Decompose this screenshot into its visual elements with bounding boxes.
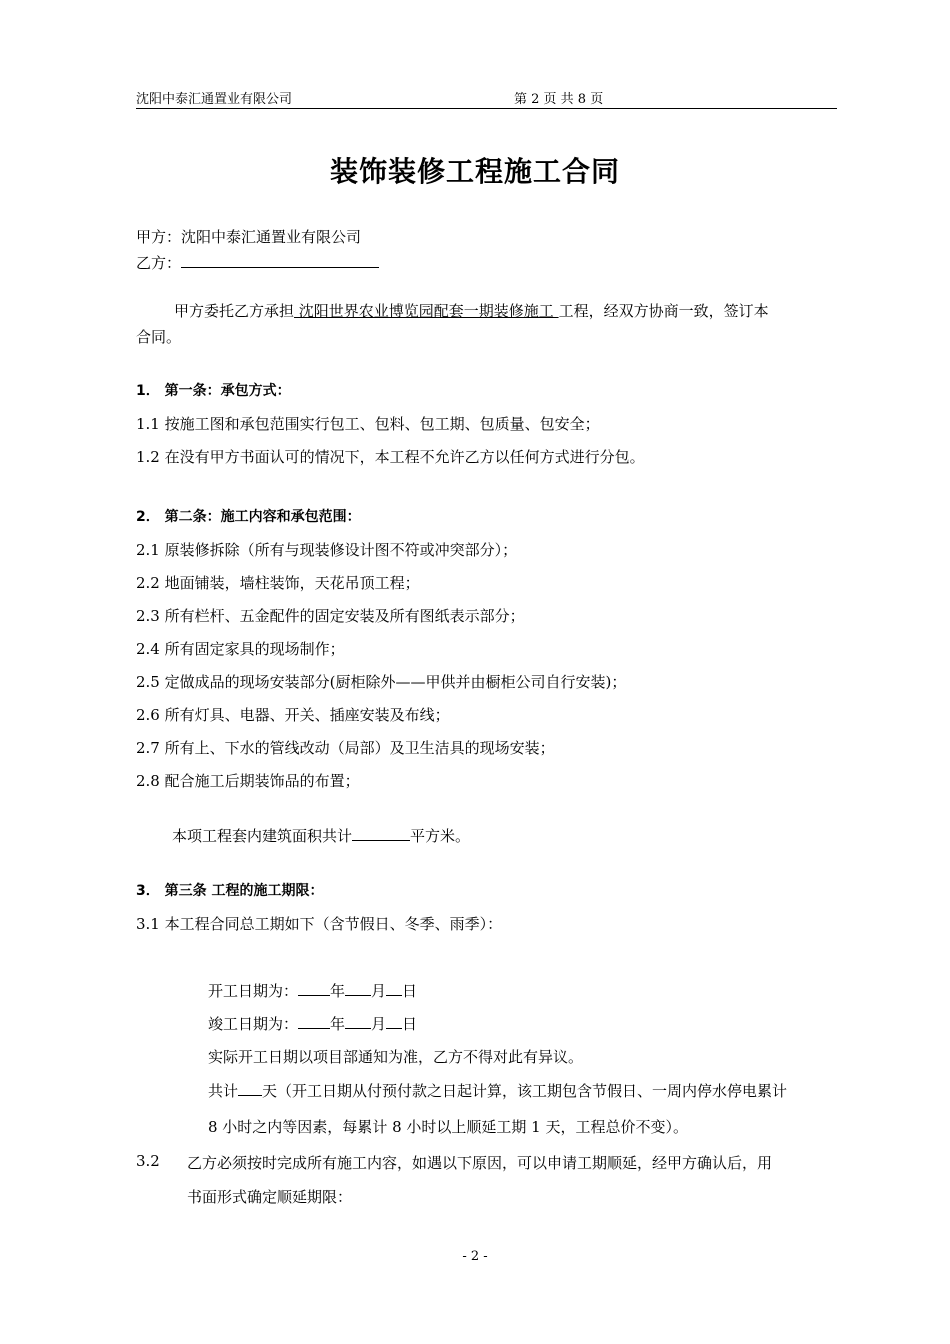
party-b-blank — [181, 252, 379, 268]
intro-project: 沈阳世界农业博览园配套一期装修施工 — [294, 302, 559, 320]
header-page-info: 第 2 页 共 8 页 — [514, 92, 604, 107]
header-company: 沈阳中泰汇通置业有限公司 — [136, 92, 293, 107]
section2-item: 2.3 所有栏杆、五金配件的固定安装及所有图纸表示部分； — [136, 607, 525, 625]
section3-heading: 3． 第三条 工程的施工期限： — [136, 883, 324, 899]
finish-year-blank — [298, 1013, 330, 1029]
start-year-blank — [298, 980, 330, 996]
total-prefix: 共计 — [208, 1082, 239, 1100]
total-duration-line — [208, 1080, 787, 1101]
section3-item-3-2-continuation: 书面形式确定顺延期限： — [187, 1188, 353, 1206]
section1-item: 1.2 在没有甲方书面认可的情况下，本工程不允许乙方以任何方式进行分包。 — [136, 448, 645, 466]
section1-item: 1.1 按施工图和承包范围实行包工、包料、包工期、包质量、包安全； — [136, 415, 600, 433]
intro-paragraph — [174, 300, 769, 321]
party-a: 甲方：沈阳中泰汇通置业有限公司 — [136, 228, 362, 246]
day-label: 日 — [402, 1015, 418, 1033]
party-b-label: 乙方： — [136, 254, 182, 272]
section3-item-3-2-number: 3.2 — [136, 1152, 160, 1170]
start-date-label: 开工日期为： — [208, 982, 299, 1000]
section2-item: 2.6 所有灯具、电器、开关、插座安装及布线； — [136, 706, 450, 724]
day-label: 日 — [402, 982, 418, 1000]
start-date-line — [208, 980, 417, 1001]
finish-date-line — [208, 1013, 417, 1034]
year-label: 年 — [330, 982, 346, 1000]
finish-month-blank — [345, 1013, 371, 1029]
intro-prefix: 甲方委托乙方承担 — [174, 302, 295, 320]
page-footer-number: - 2 - — [462, 1249, 488, 1264]
section3-item-3-2-text: 乙方必须按时完成所有施工内容，如遇以下原因，可以申请工期顺延，经甲方确认后，用 — [187, 1154, 773, 1172]
section3-item-3-1: 3.1 本工程合同总工期如下（含节假日、冬季、雨季）： — [136, 915, 503, 933]
month-label: 月 — [371, 982, 387, 1000]
area-prefix: 本项工程套内建筑面积共计 — [172, 827, 353, 845]
section2-item: 2.8 配合施工后期装饰品的布置； — [136, 772, 360, 790]
intro-continuation: 合同。 — [136, 328, 182, 346]
document-title: 装饰装修工程施工合同 — [329, 155, 620, 188]
total-duration-continuation: 8 小时之内等因素，每累计 8 小时以上顺延工期 1 天，工程总价不变）。 — [208, 1118, 688, 1136]
party-b — [136, 252, 379, 273]
start-month-blank — [345, 980, 371, 996]
page-header — [136, 86, 837, 109]
finish-date-label: 竣工日期为： — [208, 1015, 299, 1033]
area-line — [172, 825, 470, 846]
section1-heading: 1． 第一条：承包方式： — [136, 383, 291, 399]
area-suffix: 平方米。 — [410, 827, 471, 845]
section2-item: 2.2 地面铺装，墙柱装饰，天花吊顶工程； — [136, 574, 420, 592]
section2-item: 2.4 所有固定家具的现场制作； — [136, 640, 345, 658]
section2-heading: 2． 第二条：施工内容和承包范围： — [136, 509, 361, 525]
finish-day-blank — [386, 1013, 402, 1029]
section2-item: 2.7 所有上、下水的管线改动（局部）及卫生洁具的现场安装； — [136, 739, 555, 757]
section2-item: 2.5 定做成品的现场安装部分(厨柜除外——甲供并由橱柜公司自行安装)； — [136, 673, 627, 691]
month-label: 月 — [371, 1015, 387, 1033]
intro-suffix: 工程，经双方协商一致，签订本 — [558, 302, 769, 320]
total-days-blank — [238, 1080, 262, 1096]
year-label: 年 — [330, 1015, 346, 1033]
actual-start-note: 实际开工日期以项目部通知为准，乙方不得对此有异议。 — [208, 1048, 584, 1066]
start-day-blank — [386, 980, 402, 996]
total-rest: 天（开工日期从付预付款之日起计算，该工期包含节假日、一周内停水停电累计 — [262, 1082, 788, 1100]
area-blank — [352, 825, 410, 841]
section2-item: 2.1 原装修拆除（所有与现装修设计图不符或冲突部分）； — [136, 541, 518, 559]
